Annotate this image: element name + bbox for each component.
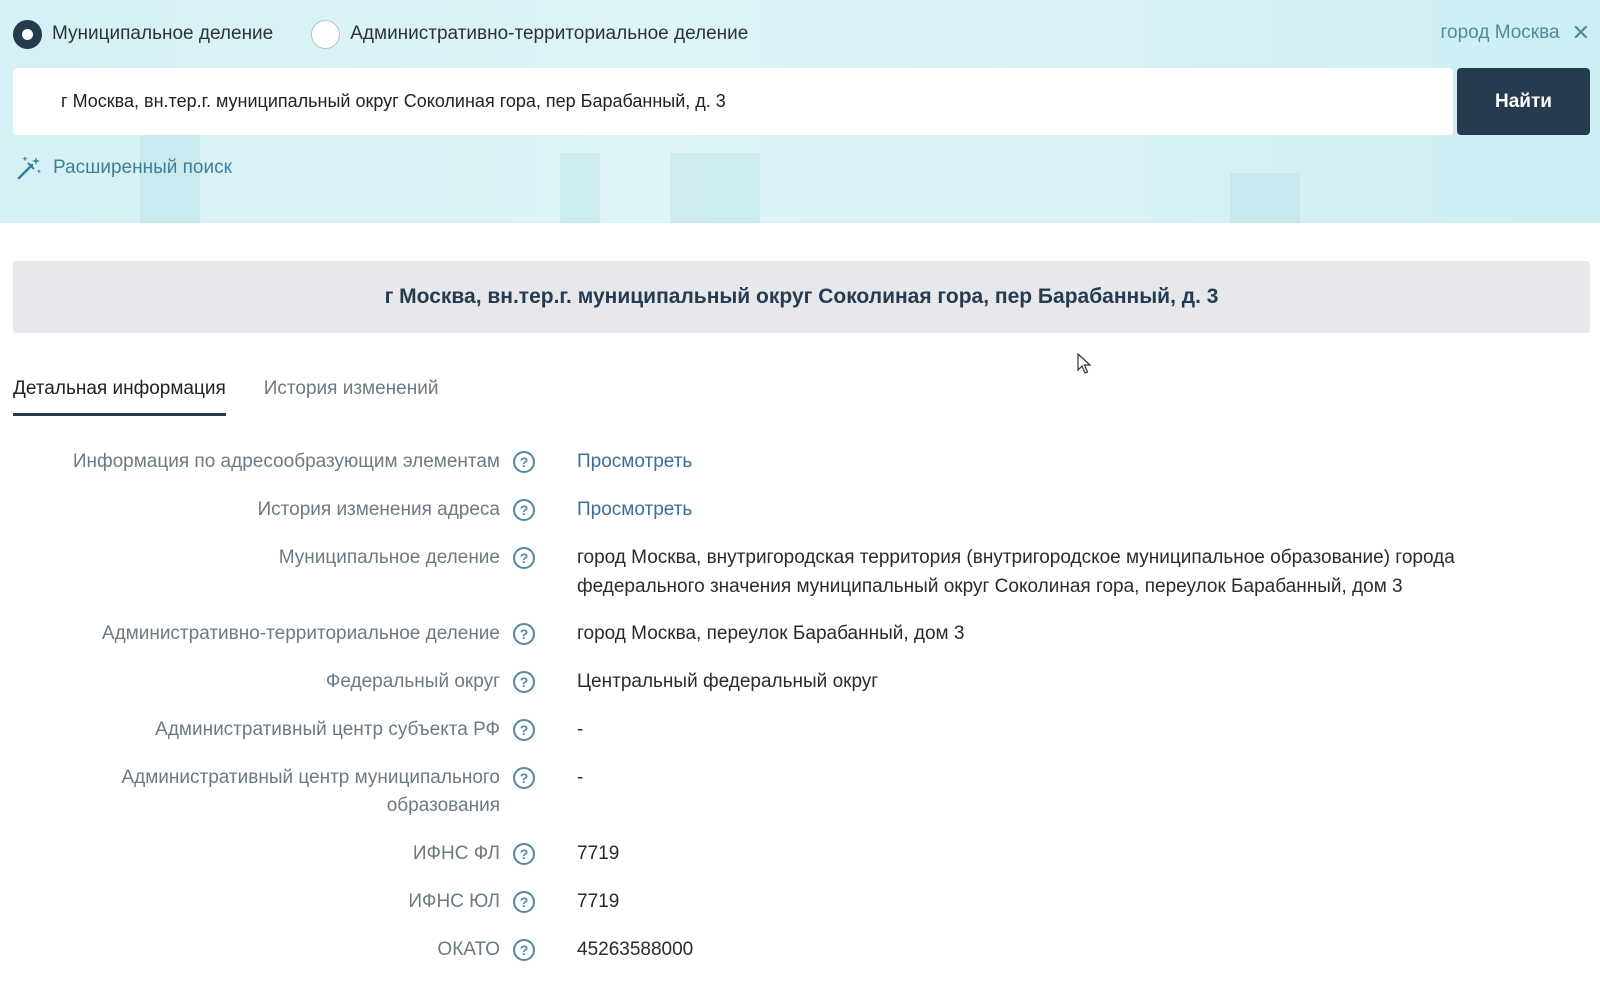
help-icon[interactable]: ? <box>513 719 535 741</box>
search-banner <box>0 0 1600 223</box>
address-search-input[interactable] <box>13 68 1453 135</box>
tab-detailed-info[interactable]: Детальная информация <box>13 370 226 416</box>
detail-label: ИФНС ФЛ <box>412 843 500 864</box>
detail-value: Центральный федеральный округ <box>577 671 879 692</box>
banner-decoration <box>560 153 600 223</box>
detail-value: город Москва, переулок Барабанный, дом 3 <box>577 623 965 644</box>
region-filter-label[interactable]: город Москва <box>1440 22 1560 43</box>
magic-wand-icon <box>15 154 43 182</box>
banner-decoration <box>1230 173 1300 223</box>
detail-label: Административный центр муниципального образования <box>121 767 500 816</box>
help-icon[interactable]: ? <box>513 547 535 569</box>
detail-label: ОКАТО <box>437 939 500 960</box>
close-icon[interactable]: ✕ <box>1571 20 1590 45</box>
radio-label: Муниципальное деление <box>52 23 274 44</box>
help-icon[interactable]: ? <box>513 623 535 645</box>
detail-value: город Москва, внутригородская территория (внутригородское муниципальное образование) города федерального значения муниципальный округ Соколиная гора, переулок Барабанный, дом 3 <box>577 547 1455 597</box>
result-address-header <box>13 261 1590 333</box>
radio-label: Административно-территориальное деление <box>350 23 749 44</box>
help-icon[interactable]: ? <box>513 891 535 913</box>
detail-value: 7719 <box>577 891 620 912</box>
detail-label: Информация по адресообразующим элементам <box>72 451 500 472</box>
radio-unchecked-icon <box>311 20 340 49</box>
detail-label: История изменения адреса <box>257 499 500 520</box>
detail-value: 7719 <box>577 843 620 864</box>
result-address-title: г Москва, вн.тер.г. муниципальный округ Соколиная гора, пер Барабанный, д. 3 <box>384 285 1219 308</box>
mouse-cursor-icon <box>1077 353 1093 375</box>
detail-label: Муниципальное деление <box>278 547 500 568</box>
view-address-elements-link[interactable]: Просмотреть <box>577 451 693 472</box>
search-button[interactable]: Найти <box>1457 68 1590 135</box>
detail-value: 45263588000 <box>577 939 694 960</box>
advanced-search-label: Расширенный поиск <box>53 157 232 178</box>
detail-label: Административно-территориальное деление <box>101 623 500 644</box>
radio-municipal-division[interactable] <box>13 20 273 49</box>
view-address-history-link[interactable]: Просмотреть <box>577 499 693 520</box>
region-filter-chip <box>1441 22 1590 44</box>
detail-label: Административный центр субъекта РФ <box>155 719 500 740</box>
help-icon[interactable]: ? <box>513 767 535 789</box>
detail-label: Федеральный округ <box>325 671 500 692</box>
help-icon[interactable]: ? <box>513 499 535 521</box>
detail-label: ИФНС ЮЛ <box>408 891 500 912</box>
detail-value: - <box>577 719 584 740</box>
detail-value: - <box>577 767 584 788</box>
help-icon[interactable]: ? <box>513 451 535 473</box>
advanced-search-link[interactable] <box>15 154 232 182</box>
radio-admin-territorial-division[interactable] <box>311 20 748 49</box>
help-icon[interactable]: ? <box>513 671 535 693</box>
help-icon[interactable]: ? <box>513 843 535 865</box>
tab-change-history[interactable]: История изменений <box>263 378 439 399</box>
detail-tabs <box>13 370 476 416</box>
radio-checked-icon <box>13 20 42 49</box>
search-mode-group <box>13 18 786 50</box>
help-icon[interactable]: ? <box>513 939 535 961</box>
banner-decoration <box>670 153 760 223</box>
